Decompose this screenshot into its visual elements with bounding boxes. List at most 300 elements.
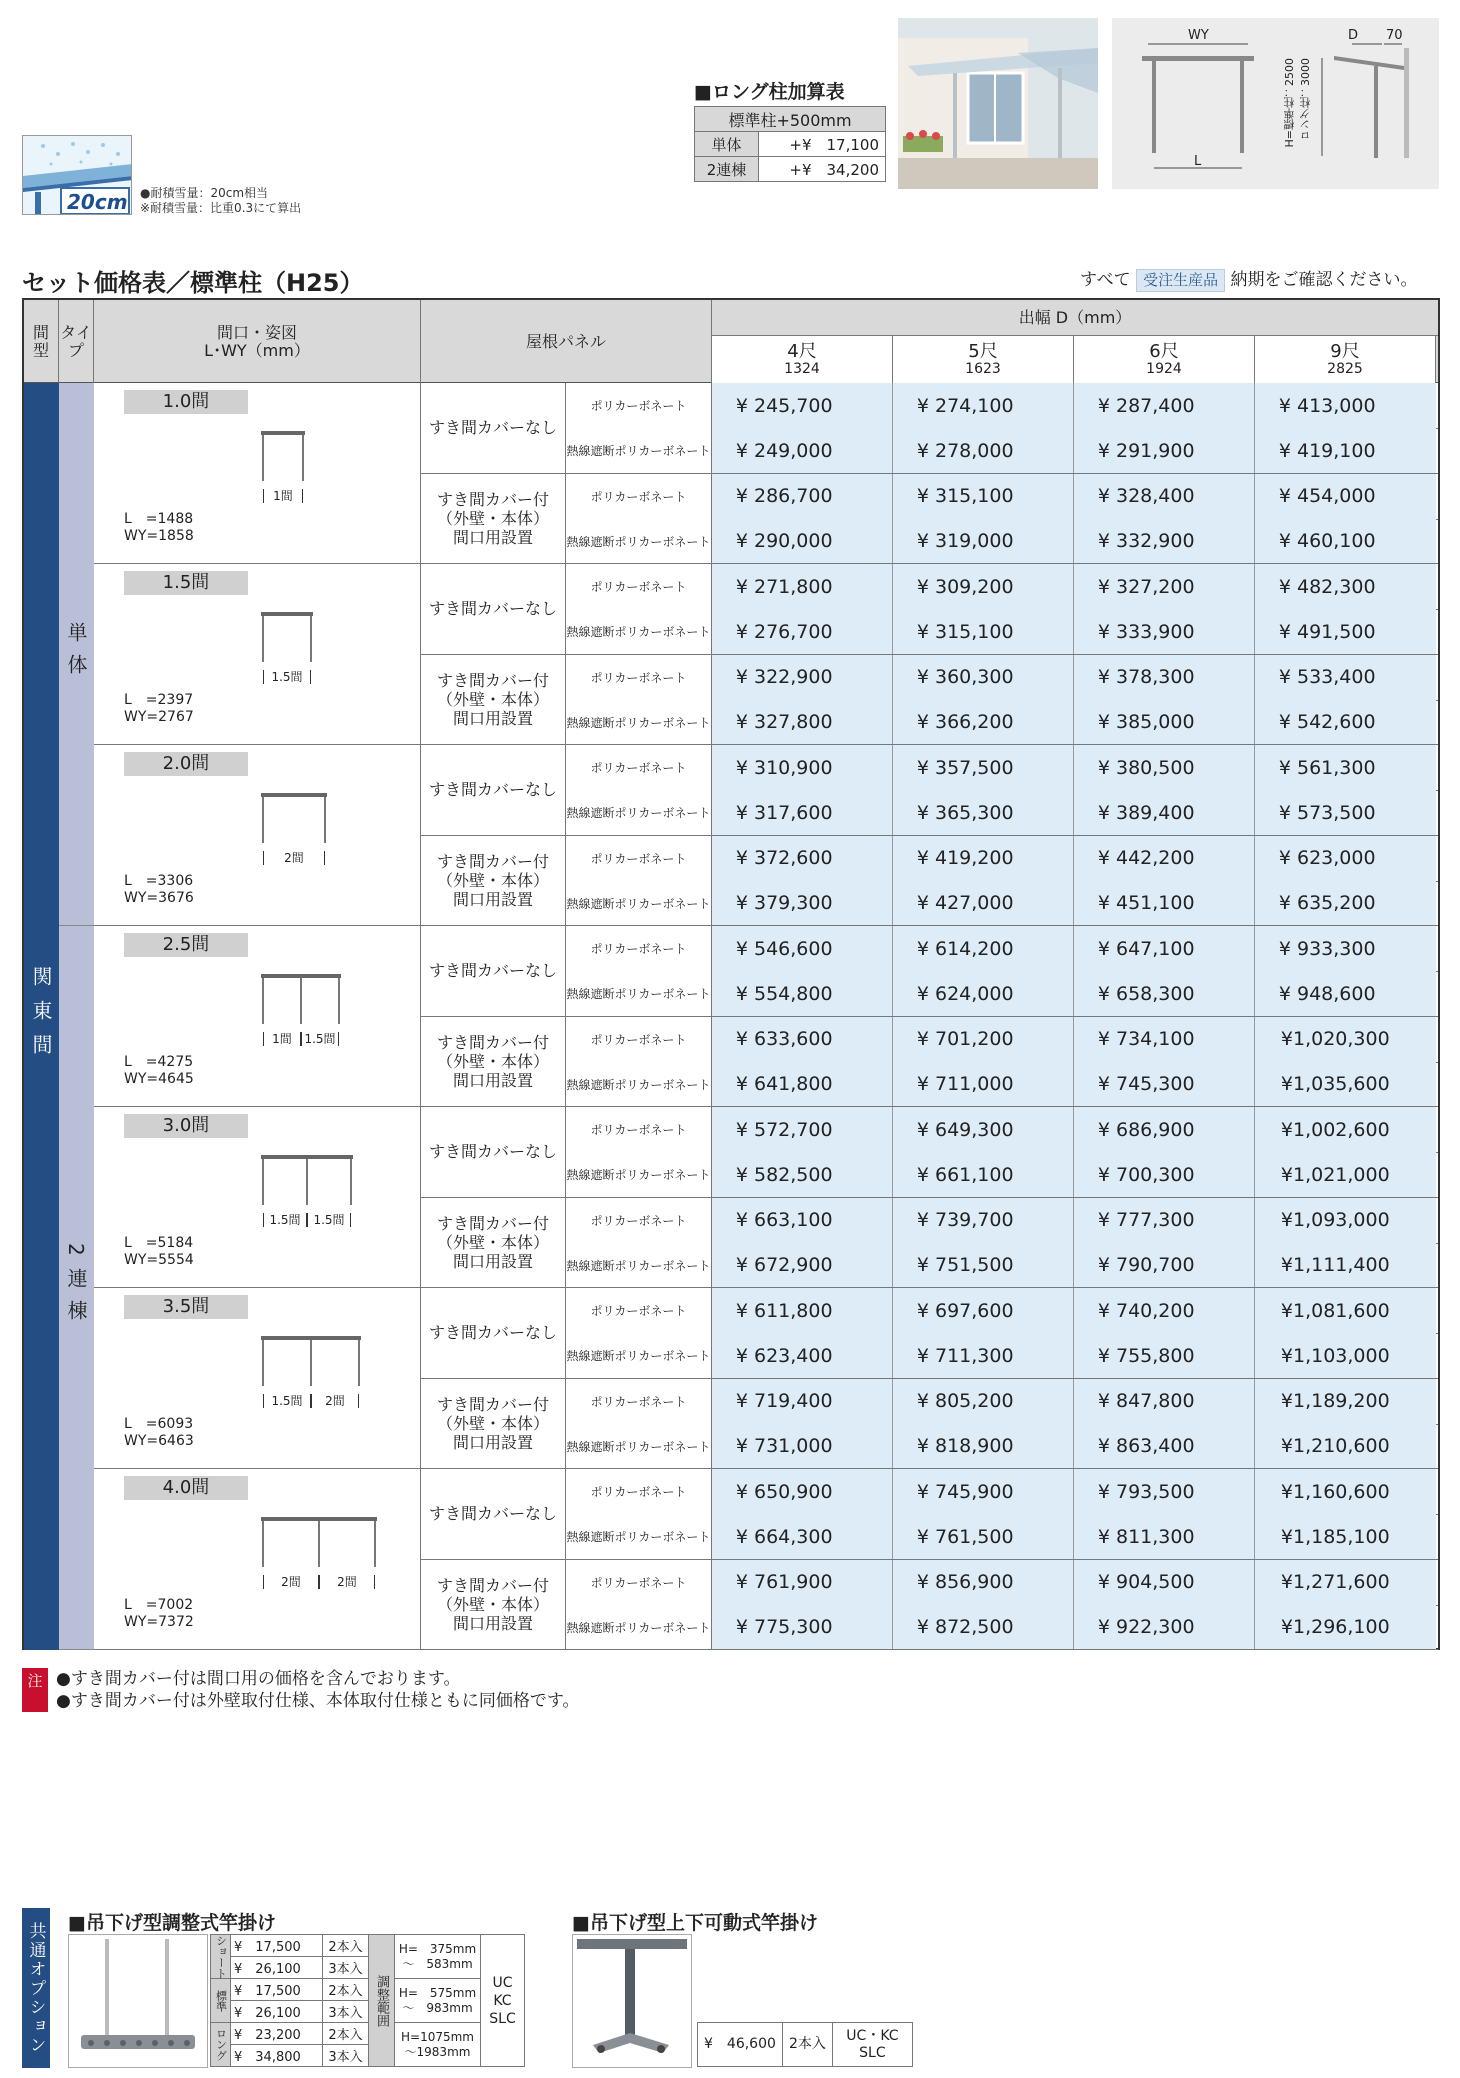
- price-value: 389,400: [1116, 801, 1195, 824]
- price-cell: [893, 655, 1074, 700]
- price-value: 427,000: [935, 892, 1014, 915]
- diagram-h2: ロング柱：3000: [1299, 58, 1312, 141]
- price-value: 761,500: [935, 1525, 1014, 1548]
- roof-bar: [261, 1517, 377, 1521]
- panel-type: 熱線遮断ポリカーボネート: [566, 519, 712, 564]
- yen-sign: ¥: [916, 394, 929, 417]
- yen-sign: ¥: [1097, 620, 1110, 643]
- yen-sign: ¥: [735, 1390, 748, 1413]
- yen-sign: ¥: [1280, 1480, 1293, 1503]
- panel-type: 熱線遮断ポリカーボネート: [566, 700, 712, 745]
- type-column-1: [59, 926, 94, 1650]
- price-value: 686,900: [1116, 1118, 1195, 1141]
- option1-qty: 3本入: [323, 2045, 369, 2067]
- price-value: 731,000: [754, 1435, 833, 1458]
- option-with-cover: すき間カバー付 （外壁・本体） 間口用設置: [421, 836, 566, 927]
- price-cell: [712, 1424, 893, 1469]
- price-value: 542,600: [1297, 711, 1376, 734]
- price-value: 533,400: [1297, 666, 1376, 689]
- price-value: 740,200: [1116, 1299, 1195, 1322]
- yen-sign: ¥: [735, 982, 748, 1005]
- price-value: 327,800: [754, 711, 833, 734]
- yen-sign: ¥: [1280, 1118, 1293, 1141]
- yen-sign: ¥: [735, 1616, 748, 1639]
- yen-sign: ¥: [916, 1616, 929, 1639]
- price-cell: [893, 1198, 1074, 1243]
- price-value: 278,000: [935, 439, 1014, 462]
- price-cell: [1255, 383, 1436, 428]
- option1-title: ■吊下げ型調整式竿掛け: [68, 1912, 276, 1934]
- yen-sign: ¥: [1278, 756, 1291, 779]
- module-label: 1.5間: [263, 670, 311, 684]
- price-value: 1,189,200: [1293, 1390, 1390, 1413]
- price-cell: [893, 971, 1074, 1016]
- price-cell: [1255, 655, 1436, 700]
- option-with-cover: すき間カバー付 （外壁・本体） 間口用設置: [421, 1017, 566, 1108]
- price-value: 793,500: [1116, 1480, 1195, 1503]
- price-value: 482,300: [1297, 575, 1376, 598]
- price-value: 290,000: [754, 530, 833, 553]
- price-cell: [1255, 881, 1436, 926]
- pillar: [324, 797, 326, 843]
- snow-notes: [140, 186, 301, 216]
- option1-range: H=1075mm ～1983mm: [395, 2023, 481, 2067]
- header-depth-9尺: [1255, 336, 1436, 383]
- header-depth: 出幅 D（mm）: [712, 300, 1438, 336]
- panel-type: 熱線遮断ポリカーボネート: [566, 428, 712, 473]
- long-pillar-label: 2連棟: [695, 157, 759, 182]
- header-depth-6尺: [1074, 336, 1255, 383]
- yen-sign: ¥: [1097, 982, 1110, 1005]
- option2-table: [697, 2022, 913, 2067]
- price-value: 315,100: [935, 485, 1014, 508]
- yen-sign: ¥: [735, 394, 748, 417]
- price-cell: [1255, 1017, 1436, 1062]
- panel-type: 熱線遮断ポリカーボネート: [566, 1514, 712, 1559]
- price-cell: [893, 564, 1074, 609]
- price-cell: [712, 519, 893, 564]
- price-cell: [1074, 745, 1255, 790]
- long-pillar-value: +¥ 17,100: [759, 132, 886, 157]
- price-cell: [893, 1288, 1074, 1333]
- front-view-diagram: [259, 423, 409, 523]
- price-value: 663,100: [754, 1209, 833, 1232]
- yen-sign: ¥: [735, 485, 748, 508]
- yen-sign: ¥: [916, 666, 929, 689]
- price-value: 442,200: [1116, 847, 1195, 870]
- front-view-diagram: [259, 1328, 409, 1428]
- long-pillar-header: 標準柱+500mm: [695, 107, 886, 132]
- made-to-order-badge: 受注生産品: [1136, 269, 1225, 292]
- pillar: [338, 978, 340, 1024]
- price-value: 315,100: [935, 620, 1014, 643]
- price-value: 647,100: [1116, 937, 1195, 960]
- size-tag: 4.0間: [124, 1476, 248, 1500]
- price-value: 327,200: [1116, 575, 1195, 598]
- yen-sign: ¥: [1097, 575, 1110, 598]
- module-label: 1.5間: [301, 1032, 339, 1046]
- yen-sign: ¥: [735, 892, 748, 915]
- size-block: [94, 1469, 421, 1650]
- size-block: [94, 383, 421, 564]
- price-cell: [893, 926, 1074, 971]
- depth-label: 6尺: [1149, 341, 1179, 362]
- product-photo: [898, 18, 1098, 189]
- yen-sign: ¥: [1097, 1344, 1110, 1367]
- price-cell: [712, 836, 893, 881]
- diagram-d: D: [1348, 28, 1359, 43]
- yen-sign: ¥: [735, 666, 748, 689]
- price-cell: [893, 790, 1074, 835]
- yen-sign: ¥: [1097, 439, 1110, 462]
- size-block: [94, 1107, 421, 1288]
- snow-note-1: ●耐積雪量：20cm相当: [140, 186, 269, 200]
- size-dimensions: L =2397 WY=2767: [124, 692, 194, 725]
- roof-bar: [261, 793, 327, 797]
- price-cell: [712, 1107, 893, 1152]
- diagram-h: H=標準柱：2500: [1283, 58, 1296, 148]
- yen-sign: ¥: [1280, 1163, 1293, 1186]
- price-cell: [893, 1152, 1074, 1197]
- price-value: 623,000: [1297, 847, 1376, 870]
- price-value: 287,400: [1116, 394, 1195, 417]
- yen-sign: ¥: [1280, 1254, 1293, 1277]
- price-cell: [712, 1469, 893, 1514]
- size-tag: 1.5間: [124, 571, 248, 595]
- price-value: 818,900: [935, 1435, 1014, 1458]
- price-cell: [893, 474, 1074, 519]
- front-view-diagram: [259, 1147, 409, 1247]
- size-dimensions: L =5184 WY=5554: [124, 1235, 194, 1268]
- price-value: 274,100: [935, 394, 1014, 417]
- region-column: [24, 383, 59, 1650]
- price-value: 332,900: [1116, 530, 1195, 553]
- yen-sign: ¥: [735, 1525, 748, 1548]
- panel-type: 熱線遮断ポリカーボネート: [566, 1243, 712, 1288]
- yen-sign: ¥: [916, 1344, 929, 1367]
- price-value: 1,103,000: [1293, 1344, 1390, 1367]
- panel-type: ポリカーボネート: [566, 1379, 712, 1424]
- option1-qty: 3本入: [323, 1957, 369, 1979]
- snow-icon-label: 20cm: [67, 190, 128, 214]
- roof-bar: [261, 974, 341, 978]
- order-note-suffix: 納期をご確認ください。: [1230, 270, 1418, 290]
- order-note: [1080, 265, 1418, 292]
- option-with-cover: すき間カバー付 （外壁・本体） 間口用設置: [421, 474, 566, 565]
- pillar: [310, 616, 312, 662]
- price-cell: [1255, 1333, 1436, 1378]
- yen-sign: ¥: [916, 620, 929, 643]
- yen-sign: ¥: [916, 1435, 929, 1458]
- yen-sign: ¥: [916, 1163, 929, 1186]
- footnote-tag: 注: [22, 1668, 48, 1712]
- depth-mm: 1623: [965, 361, 1001, 377]
- price-cell: [1255, 971, 1436, 1016]
- price-cell: [893, 881, 1074, 926]
- yen-sign: ¥: [1278, 666, 1291, 689]
- panel-type: 熱線遮断ポリカーボネート: [566, 1424, 712, 1469]
- price-value: 751,500: [935, 1254, 1014, 1277]
- price-cell: [893, 383, 1074, 428]
- yen-sign: ¥: [916, 892, 929, 915]
- yen-sign: ¥: [1278, 847, 1291, 870]
- yen-sign: ¥: [916, 575, 929, 598]
- price-value: 623,400: [754, 1344, 833, 1367]
- depth-label: 5尺: [968, 341, 998, 362]
- price-cell: [1074, 881, 1255, 926]
- price-value: 711,000: [935, 1073, 1014, 1096]
- yen-sign: ¥: [1280, 1616, 1293, 1639]
- price-cell: [1255, 1560, 1436, 1605]
- option1-adjust-label: 調整範囲: [369, 1935, 395, 2067]
- price-cell: [1255, 1424, 1436, 1469]
- price-value: 755,800: [1116, 1344, 1195, 1367]
- header-depth-4尺: [712, 336, 893, 383]
- yen-sign: ¥: [735, 1480, 748, 1503]
- price-cell: [712, 881, 893, 926]
- price-value: 365,300: [935, 801, 1014, 824]
- price-value: 319,000: [935, 530, 1014, 553]
- price-cell: [712, 745, 893, 790]
- header-col-subtype: タイ プ: [59, 300, 94, 383]
- yen-sign: ¥: [735, 1344, 748, 1367]
- price-cell: [893, 1514, 1074, 1559]
- price-cell: [893, 609, 1074, 654]
- price-cell: [712, 700, 893, 745]
- yen-sign: ¥: [916, 1390, 929, 1413]
- price-cell: [1074, 1514, 1255, 1559]
- price-value: 286,700: [754, 485, 833, 508]
- yen-sign: ¥: [916, 1209, 929, 1232]
- depth-mm: 2825: [1327, 361, 1363, 377]
- table-header: [24, 300, 1438, 383]
- price-cell: [1074, 1560, 1255, 1605]
- yen-sign: ¥: [1280, 1390, 1293, 1413]
- option-with-cover: すき間カバー付 （外壁・本体） 間口用設置: [421, 1379, 566, 1470]
- price-cell: [1074, 564, 1255, 609]
- long-pillar-title: ■ロング柱加算表: [694, 81, 845, 103]
- price-value: 745,900: [935, 1480, 1014, 1503]
- option1-qty: 3本入: [323, 2001, 369, 2023]
- price-value: 904,500: [1116, 1571, 1195, 1594]
- yen-sign: ¥: [916, 756, 929, 779]
- option1-category: ロング: [211, 2023, 231, 2067]
- pillar: [310, 1340, 312, 1386]
- yen-sign: ¥: [735, 1028, 748, 1051]
- yen-sign: ¥: [1097, 801, 1110, 824]
- yen-sign: ¥: [1280, 1209, 1293, 1232]
- yen-sign: ¥: [1097, 847, 1110, 870]
- pillar: [306, 1159, 308, 1205]
- price-value: 734,100: [1116, 1028, 1195, 1051]
- price-cell: [712, 1379, 893, 1424]
- price-cell: [1074, 1107, 1255, 1152]
- price-cell: [712, 790, 893, 835]
- price-cell: [1074, 1379, 1255, 1424]
- yen-sign: ¥: [1097, 1118, 1110, 1141]
- price-value: 700,300: [1116, 1163, 1195, 1186]
- price-cell: [712, 1560, 893, 1605]
- front-view-diagram: [259, 1509, 409, 1609]
- price-cell: [1074, 700, 1255, 745]
- panel-type: ポリカーボネート: [566, 1198, 712, 1243]
- price-value: 1,021,000: [1293, 1163, 1390, 1186]
- yen-sign: ¥: [916, 485, 929, 508]
- price-value: 1,210,600: [1293, 1435, 1390, 1458]
- price-value: 650,900: [754, 1480, 833, 1503]
- price-cell: [712, 609, 893, 654]
- yen-sign: ¥: [735, 575, 748, 598]
- yen-sign: ¥: [1097, 666, 1110, 689]
- price-cell: [712, 655, 893, 700]
- price-cell: [1255, 609, 1436, 654]
- header-panel: 屋根パネル: [421, 300, 712, 383]
- option-no-cover: すき間カバーなし: [421, 1469, 566, 1560]
- panel-type: 熱線遮断ポリカーボネート: [566, 881, 712, 926]
- price-value: 739,700: [935, 1209, 1014, 1232]
- price-value: 641,800: [754, 1073, 833, 1096]
- option1-price: ¥ 17,500: [231, 1935, 323, 1957]
- price-value: 357,500: [935, 756, 1014, 779]
- price-cell: [712, 1198, 893, 1243]
- header-depth-5尺: [893, 336, 1074, 383]
- price-value: 1,296,100: [1293, 1616, 1390, 1639]
- price-cell: [1255, 564, 1436, 609]
- footnote-line: ●すき間カバー付は間口用の価格を含んでおります。: [56, 1669, 461, 1689]
- yen-sign: ¥: [735, 1118, 748, 1141]
- yen-sign: ¥: [916, 937, 929, 960]
- yen-sign: ¥: [1097, 485, 1110, 508]
- price-value: 863,400: [1116, 1435, 1195, 1458]
- option2-qty: 2本入: [782, 2023, 832, 2067]
- adjustable-pole-hanger-image: [68, 1934, 208, 2068]
- option1-qty: 2本入: [323, 2023, 369, 2045]
- panel-type: ポリカーボネート: [566, 655, 712, 700]
- price-cell: [1074, 1424, 1255, 1469]
- yen-sign: ¥: [735, 439, 748, 462]
- price-value: 658,300: [1116, 982, 1195, 1005]
- price-cell: [1255, 1605, 1436, 1650]
- option1-price: ¥ 34,800: [231, 2045, 323, 2067]
- yen-sign: ¥: [1278, 982, 1291, 1005]
- price-cell: [893, 1017, 1074, 1062]
- price-cell: [893, 1605, 1074, 1650]
- yen-sign: ¥: [735, 1163, 748, 1186]
- yen-sign: ¥: [916, 439, 929, 462]
- pillar: [302, 435, 304, 481]
- yen-sign: ¥: [735, 620, 748, 643]
- price-cell: [1074, 655, 1255, 700]
- option2-subtype: UC・KC SLC: [832, 2023, 912, 2067]
- option1-table: [210, 1934, 525, 2067]
- yen-sign: ¥: [735, 847, 748, 870]
- price-value: 309,200: [935, 575, 1014, 598]
- price-cell: [893, 1379, 1074, 1424]
- module-label: 2間: [263, 851, 325, 865]
- price-cell: [893, 1333, 1074, 1378]
- yen-sign: ¥: [735, 756, 748, 779]
- yen-sign: ¥: [1097, 1073, 1110, 1096]
- price-value: 419,200: [935, 847, 1014, 870]
- price-cell: [1255, 1243, 1436, 1288]
- panel-type: ポリカーボネート: [566, 745, 712, 790]
- option-no-cover: すき間カバーなし: [421, 383, 566, 474]
- price-value: 761,900: [754, 1571, 833, 1594]
- price-cell: [893, 1424, 1074, 1469]
- header-col-type: 間 型: [24, 300, 59, 383]
- price-value: 546,600: [754, 937, 833, 960]
- price-value: 1,081,600: [1293, 1299, 1390, 1322]
- price-cell: [1074, 428, 1255, 473]
- yen-sign: ¥: [916, 1525, 929, 1548]
- option1-subtype: UC KC SLC: [481, 1935, 525, 2067]
- price-cell: [893, 1243, 1074, 1288]
- yen-sign: ¥: [916, 1118, 929, 1141]
- module-label: 2間: [311, 1394, 359, 1408]
- size-tag: 3.5間: [124, 1295, 248, 1319]
- yen-sign: ¥: [1280, 1344, 1293, 1367]
- type-label: 単体: [64, 622, 88, 686]
- panel-type: 熱線遮断ポリカーボネート: [566, 971, 712, 1016]
- price-value: 572,700: [754, 1118, 833, 1141]
- yen-sign: ¥: [1280, 1028, 1293, 1051]
- size-tag: 2.5間: [124, 933, 248, 957]
- price-value: 922,300: [1116, 1616, 1195, 1639]
- price-value: 276,700: [754, 620, 833, 643]
- price-value: 948,600: [1297, 982, 1376, 1005]
- yen-sign: ¥: [1097, 1571, 1110, 1594]
- option2-title: ■吊下げ型上下可動式竿掛け: [572, 1912, 818, 1934]
- price-value: 582,500: [754, 1163, 833, 1186]
- price-cell: [712, 1333, 893, 1378]
- price-value: 385,000: [1116, 711, 1195, 734]
- yen-sign: ¥: [1097, 1254, 1110, 1277]
- price-cell: [712, 1017, 893, 1062]
- price-cell: [1074, 1062, 1255, 1107]
- pillar: [374, 1521, 376, 1567]
- price-value: 614,200: [935, 937, 1014, 960]
- yen-sign: ¥: [916, 801, 929, 824]
- module-label: 2間: [263, 1575, 319, 1589]
- size-block: [94, 564, 421, 745]
- size-tag: 2.0間: [124, 752, 248, 776]
- front-view-diagram: [259, 604, 409, 704]
- price-value: 1,002,600: [1293, 1118, 1390, 1141]
- yen-sign: ¥: [1097, 530, 1110, 553]
- price-cell: [893, 745, 1074, 790]
- yen-sign: ¥: [1278, 530, 1291, 553]
- yen-sign: ¥: [1280, 1525, 1293, 1548]
- yen-sign: ¥: [1278, 620, 1291, 643]
- price-cell: [1074, 1243, 1255, 1288]
- price-cell: [1255, 926, 1436, 971]
- price-value: 573,500: [1297, 801, 1376, 824]
- price-value: 624,000: [935, 982, 1014, 1005]
- pillar: [262, 1521, 264, 1567]
- price-value: 777,300: [1116, 1209, 1195, 1232]
- price-cell: [893, 1560, 1074, 1605]
- panel-type: 熱線遮断ポリカーボネート: [566, 1152, 712, 1197]
- price-value: 413,000: [1297, 394, 1376, 417]
- option-no-cover: すき間カバーなし: [421, 745, 566, 836]
- price-value: 1,093,000: [1293, 1209, 1390, 1232]
- depth-mm: 1924: [1146, 361, 1182, 377]
- size-tag: 3.0間: [124, 1114, 248, 1138]
- yen-sign: ¥: [735, 801, 748, 824]
- price-cell: [1074, 971, 1255, 1016]
- option-with-cover: すき間カバー付 （外壁・本体） 間口用設置: [421, 1560, 566, 1651]
- size-dimensions: L =7002 WY=7372: [124, 1597, 194, 1630]
